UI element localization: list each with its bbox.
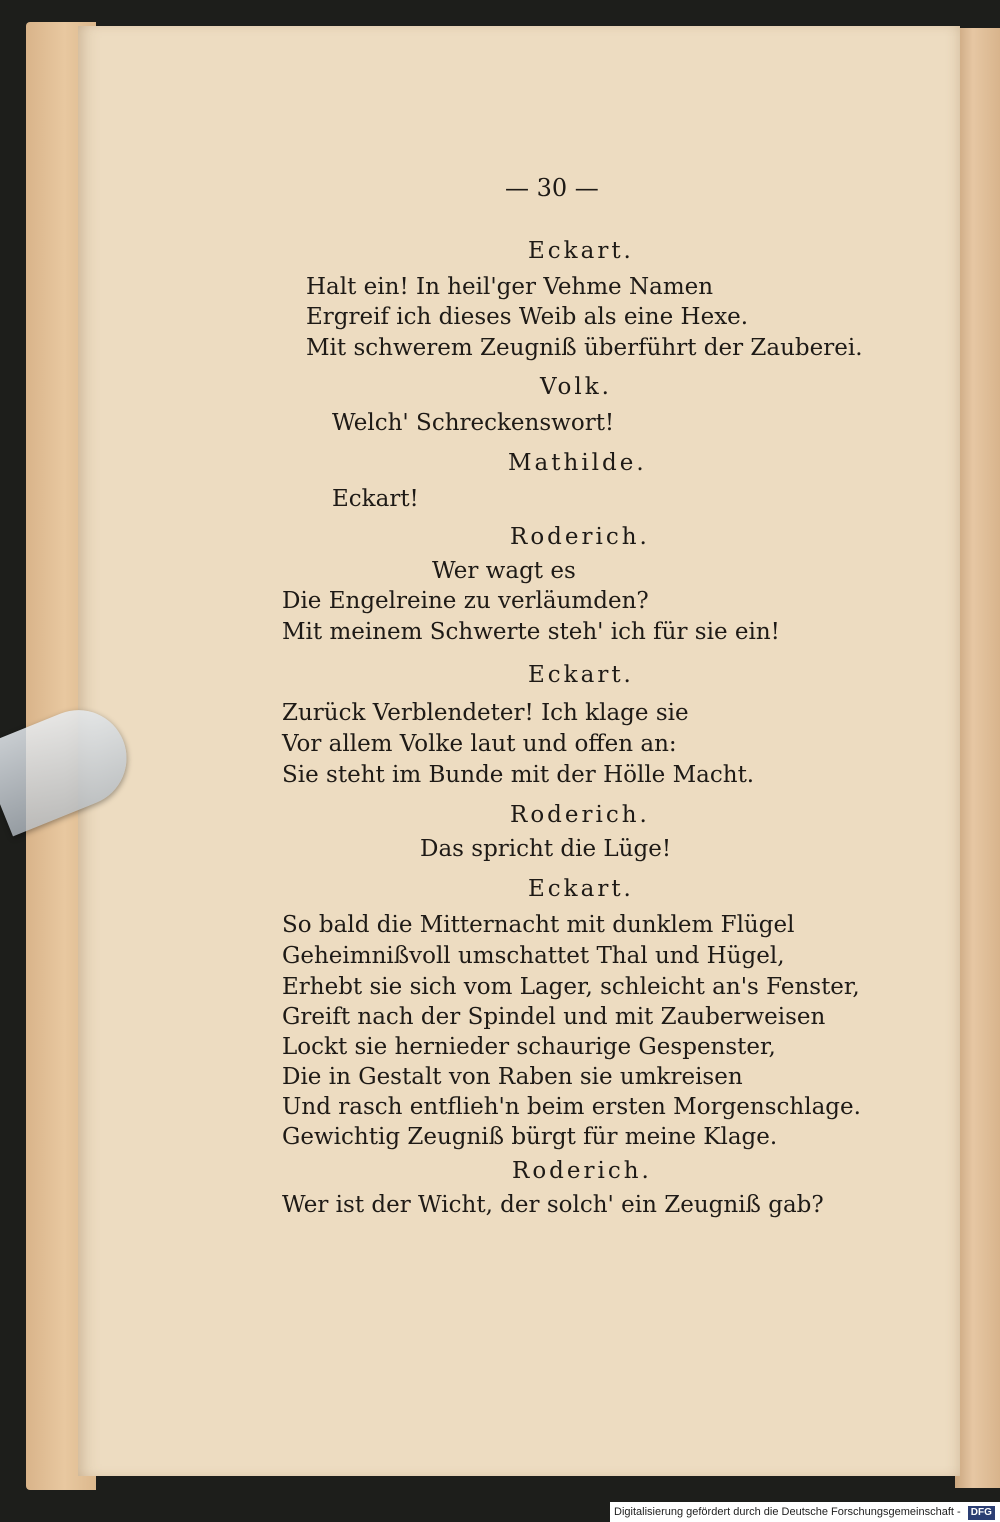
speaker-name: Roderich. <box>510 524 650 550</box>
verse-line: Lockt sie hernieder schaurige Gespenster, <box>282 1034 776 1060</box>
verse-line: Geheimnißvoll umschattet Thal und Hügel, <box>282 943 785 969</box>
verse-line: Und rasch entflieh'n beim ersten Morgenschlage. <box>282 1094 861 1120</box>
verse-line: Halt ein! In heil'ger Vehme Namen <box>306 274 714 300</box>
speaker-name: Eckart. <box>528 238 634 264</box>
speaker-name: Volk. <box>540 374 612 400</box>
verse-line: Greift nach der Spindel und mit Zauberweisen <box>282 1004 826 1030</box>
verse-line: Das spricht die Lüge! <box>420 836 672 862</box>
verse-line: Gewichtig Zeugniß bürgt für meine Klage. <box>282 1124 778 1150</box>
digitization-credit <box>610 1502 1000 1522</box>
speaker-name: Eckart. <box>528 876 634 902</box>
verse-line: Sie steht im Bunde mit der Hölle Macht. <box>282 762 755 788</box>
speaker-name: Roderich. <box>510 802 650 828</box>
verse-line: So bald die Mitternacht mit dunklem Flügel <box>282 912 795 938</box>
verse-line: Wer ist der Wicht, der solch' ein Zeugniß gab? <box>282 1192 824 1218</box>
verse-line: Vor allem Volke laut und offen an: <box>282 731 677 757</box>
verse-line: Eckart! <box>332 486 419 512</box>
page-number: — 30 — <box>505 174 599 202</box>
speaker-name: Eckart. <box>528 662 634 688</box>
speaker-name: Mathilde. <box>508 450 647 476</box>
verse-line: Ergreif ich dieses Weib als eine Hexe. <box>306 304 749 330</box>
verse-line: Mit meinem Schwerte steh' ich für sie ein! <box>282 619 780 645</box>
dfg-logo: DFG <box>968 1506 995 1520</box>
verse-line: Welch' Schreckenswort! <box>332 410 615 436</box>
verse-line: Zurück Verblendeter! Ich klage sie <box>282 700 689 726</box>
speaker-name: Roderich. <box>512 1158 652 1184</box>
credit-text: Digitalisierung gefördert durch die Deutsche Forschungsgemeinschaft - <box>614 1506 961 1518</box>
verse-line: Die in Gestalt von Raben sie umkreisen <box>282 1064 743 1090</box>
verse-line: Wer wagt es <box>432 558 576 584</box>
verse-line: Mit schwerem Zeugniß überführt der Zauberei. <box>306 335 863 361</box>
verse-line: Erhebt sie sich vom Lager, schleicht an's Fenster, <box>282 974 860 1000</box>
verse-line: Die Engelreine zu verläumden? <box>282 588 649 614</box>
